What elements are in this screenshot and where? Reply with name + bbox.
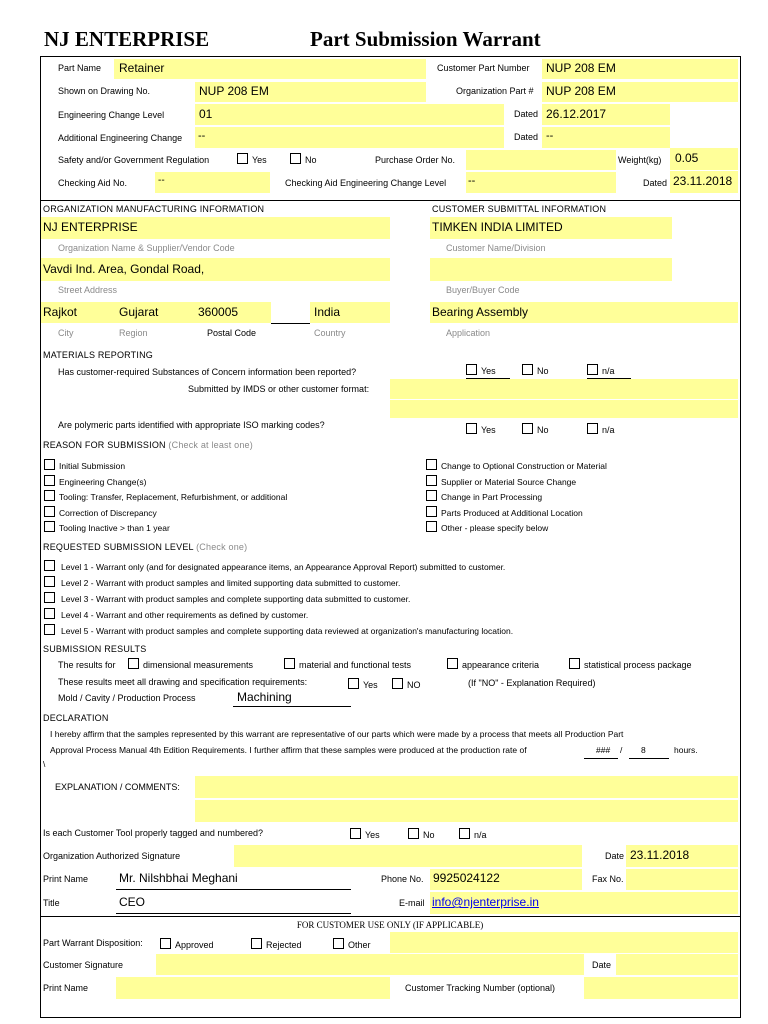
checkbox-icon[interactable] [426,490,437,501]
reason-option-label: Correction of Discrepancy [59,507,157,518]
safety-yes-label: Yes [252,155,267,165]
checkbox-icon[interactable] [459,828,470,839]
weight-value: 0.05 [675,151,699,165]
q2-na[interactable] [587,423,615,435]
results-opt-label: material and functional tests [299,660,412,670]
divider [40,200,740,201]
org-name-value: NJ ENTERPRISE [43,220,138,234]
checking-aid-label: Checking Aid No. [58,178,128,188]
disposition-approved-label: Approved [175,940,214,950]
results-opt-label: statistical process package [584,660,692,670]
disposition-label: Part Warrant Disposition: [43,938,143,948]
tracking-field[interactable] [584,977,738,999]
reason-heading-text: REASON FOR SUBMISSION [43,440,166,450]
application-caption: Application [446,328,491,338]
checkbox-icon[interactable] [290,153,301,164]
customer-sig-field[interactable] [156,954,584,975]
checkbox-icon[interactable] [426,475,437,486]
q2-na-label: n/a [602,425,615,435]
level-list [44,560,513,640]
mold-label: Mold / Cavity / Production Process [58,693,196,703]
reason-left-list [44,459,287,537]
reason-option-label: Change to Optional Construction or Material [441,461,607,471]
sig-date-value: 23.11.2018 [630,848,690,862]
drawing-no-value: NUP 208 EM [199,84,269,98]
reason-option[interactable] [44,490,287,506]
dated-label: Dated [514,109,539,119]
results-heading: SUBMISSION RESULTS [43,644,147,654]
cust-name-value: TIMKEN INDIA LIMITED [432,220,563,234]
q2-yes-label: Yes [481,425,496,435]
safety-yes[interactable] [237,153,267,165]
declaration-line1: I hereby affirm that the samples represented by this warrant are representative of our parts which were made by a process that meets all Production Part [50,729,624,739]
level-heading-text: REQUESTED SUBMISSION LEVEL [43,542,194,552]
add-eng-change-label: Additional Engineering Change [58,133,183,143]
city-value: Rajkot [43,305,78,319]
q2-yes[interactable] [466,423,496,435]
print-name-label: Print Name [43,874,89,884]
level-option[interactable] [44,608,513,624]
process-value: Machining [237,690,292,704]
checking-aid-value: -- [158,175,165,186]
declaration-heading: DECLARATION [43,713,109,723]
results-opt-material[interactable] [284,658,411,670]
comments-field-1[interactable] [195,776,738,798]
level-option-label: Level 4 - Warrant and other requirements as defined by customer. [61,609,309,620]
results-opt-label: dimensional measurements [143,660,254,670]
street-value: Vavdi Ind. Area, Gondal Road, [43,262,205,276]
meet-req-label: These results meet all drawing and specification requirements: [58,677,308,687]
meet-yes[interactable] [348,678,378,690]
safety-label: Safety and/or Government Regulation [58,155,210,165]
checkbox-icon[interactable] [44,592,55,603]
checkbox-icon[interactable] [587,364,598,375]
reason-right-list [426,459,607,537]
tooling-na[interactable] [459,828,487,840]
auth-sig-label: Organization Authorized Signature [43,851,181,861]
level-option-label: Level 1 - Warrant only (and for designated appearance items, an Appearance Approval Report) submitted to customer. [61,562,506,572]
disposition-approved[interactable] [160,938,214,950]
q1-na-label: n/a [602,366,615,376]
level-option-label: Level 5 - Warrant with product samples and complete supporting data reviewed at organization's manufacturing location. [61,625,514,636]
print-name-value: Mr. Nilshbhai Meghani [119,871,238,885]
checkbox-icon[interactable] [466,364,477,375]
eng-change-level-value: 01 [199,107,213,121]
org-name-caption: Organization Name & Supplier/Vendor Code [58,243,235,253]
checkbox-icon[interactable] [426,506,437,517]
dated3-value: 23.11.2018 [673,174,733,188]
level-option-label: Level 3 - Warrant with product samples and complete supporting data submitted to customer. [61,593,411,604]
reason-option-label: Supplier or Material Source Change [441,476,577,487]
underline [629,758,669,759]
checkbox-icon[interactable] [44,576,55,587]
title-value: CEO [119,895,146,909]
auth-sig-field[interactable] [234,845,582,867]
reason-option[interactable] [44,521,287,537]
add-eng-change-value: -- [198,130,206,142]
q1-no[interactable] [522,364,549,376]
checkbox-icon[interactable] [522,423,533,434]
checkbox-icon[interactable] [237,153,248,164]
production-hours-value: 8 [641,745,646,755]
po-label: Purchase Order No. [375,155,456,165]
reason-option-label: Engineering Change(s) [59,476,147,487]
level-option-label: Level 2 - Warrant with product samples and limited supporting data submitted to customer. [61,577,401,588]
checkbox-icon[interactable] [44,506,55,517]
disposition-other-label: Other [348,940,371,950]
checkbox-icon[interactable] [128,658,139,669]
customer-part-number-label: Customer Part Number [437,63,530,73]
phone-value: 9925024122 [433,871,500,885]
level-option[interactable] [44,560,513,576]
eng-change-level-label: Engineering Change Level [58,110,165,120]
reason-option[interactable] [44,459,287,475]
application-value: Bearing Assembly [432,305,529,319]
checking-aid-ecl-label: Checking Aid Engineering Change Level [285,178,447,188]
cust-name-caption: Customer Name/Division [446,243,546,253]
reason-option[interactable] [44,475,287,491]
reason-option[interactable] [426,490,607,506]
buyer-field[interactable] [430,258,672,281]
title-underline [116,913,351,914]
divider [40,916,740,917]
checkbox-icon[interactable] [44,624,55,635]
sig-date-label: Date [605,851,625,861]
reason-option[interactable] [44,506,287,522]
checkbox-icon[interactable] [284,658,295,669]
meet-no-label: NO [407,680,421,690]
tooling-na-label: n/a [474,830,487,840]
results-opt-dimensional[interactable] [128,658,253,670]
reason-option[interactable] [426,459,607,475]
fax-label: Fax No. [592,874,624,884]
weight-label: Weight(kg) [618,155,662,165]
checkbox-icon[interactable] [160,938,171,949]
reason-hint: (Check at least one) [168,440,253,450]
declaration-line2: Approval Process Manual 4th Edition Requirements. I further affirm that these samples were produced at the production rate of [50,745,527,755]
safety-no-label: No [305,155,317,165]
checkbox-icon[interactable] [348,678,359,689]
checkbox-icon[interactable] [408,828,419,839]
checkbox-icon[interactable] [44,560,55,571]
tooling-no-label: No [423,830,435,840]
q1-na[interactable] [587,364,615,376]
explain-note: (If "NO" - Explanation Required) [468,678,596,688]
q2-no[interactable] [522,423,549,435]
rate-slash: / [620,745,623,755]
email-label: E-mail [399,898,425,908]
dated2-label: Dated [514,132,539,142]
q1-yes[interactable] [466,364,496,376]
dated-value: 26.12.2017 [546,107,607,121]
reason-heading [43,440,253,450]
underline [271,323,310,324]
level-option[interactable] [44,576,513,592]
customer-print-name-label: Print Name [43,983,89,993]
materials-q2: Are polymeric parts identified with appropriate ISO marking codes? [58,420,325,430]
q2-no-label: No [537,425,549,435]
po-field[interactable] [466,150,616,170]
meet-no[interactable] [392,678,421,690]
region-value: Gujarat [119,305,159,319]
checkbox-icon[interactable] [44,521,55,532]
reason-option[interactable] [426,521,607,537]
reason-option-label: Tooling: Transfer, Replacement, Refurbishment, or additional [59,492,288,503]
checkbox-icon[interactable] [587,423,598,434]
phone-label: Phone No. [381,874,424,884]
imds-field-1[interactable] [390,379,738,399]
buyer-caption: Buyer/Buyer Code [446,285,520,295]
email-link[interactable]: info@njenterprise.in [432,895,539,909]
checkbox-icon[interactable] [522,364,533,375]
production-rate-value: ### [596,745,611,755]
customer-date-label: Date [592,960,612,970]
checkbox-icon[interactable] [392,678,403,689]
customer-sig-label: Customer Signature [43,960,124,970]
checkbox-icon[interactable] [44,490,55,501]
disposition-other[interactable] [333,938,371,950]
reason-option-label: Tooling Inactive > than 1 year [59,523,170,534]
reason-option[interactable] [426,475,607,491]
city-caption: City [58,328,74,338]
org-part-value: NUP 208 EM [546,84,616,98]
results-for-label: The results for [58,660,116,670]
comments-field-2[interactable] [195,800,738,822]
postal-value: 360005 [198,305,239,319]
part-name-label: Part Name [58,63,102,73]
dated3-label: Dated [643,178,668,188]
level-option[interactable] [44,592,513,608]
process-underline [233,706,351,707]
reason-option-label: Change in Part Processing [441,492,543,503]
comments-label: EXPLANATION / COMMENTS: [55,782,180,792]
checkbox-icon[interactable] [569,658,580,669]
title-label: Title [43,898,60,908]
checkbox-icon[interactable] [44,475,55,486]
disposition-rejected-label: Rejected [266,940,302,950]
reason-option-label: Initial Submission [59,461,126,471]
imds-field-2[interactable] [390,400,738,418]
checkbox-icon[interactable] [333,938,344,949]
part-name-value: Retainer [119,61,165,75]
checkbox-icon[interactable] [426,521,437,532]
checking-aid-ecl-value: -- [468,175,476,187]
level-heading [43,542,247,552]
tracking-label: Customer Tracking Number (optional) [405,983,556,993]
tooling-yes-label: Yes [365,830,380,840]
meet-yes-label: Yes [363,680,378,690]
imds-label: Submitted by IMDS or other customer format: [188,384,370,394]
checkbox-icon[interactable] [447,658,458,669]
cust-info-heading: CUSTOMER SUBMITTAL INFORMATION [432,204,607,214]
customer-part-number-value: NUP 208 EM [546,61,616,75]
org-part-label: Organization Part # [456,86,534,96]
hours-label: hours. [674,745,698,755]
checking-aid-ecl-field[interactable] [466,172,616,193]
checkbox-icon[interactable] [44,459,55,470]
country-caption: Country [314,328,346,338]
checkbox-icon[interactable] [466,423,477,434]
results-opt-label: appearance criteria [462,660,540,670]
country-value: India [314,305,341,319]
results-opt-appearance[interactable] [447,658,539,670]
checkbox-icon[interactable] [251,938,262,949]
checking-aid-field[interactable] [155,172,270,193]
level-option[interactable] [44,624,513,640]
postal-caption: Postal Code [207,328,257,338]
reason-option[interactable] [426,506,607,522]
checkbox-icon[interactable] [426,459,437,470]
checkbox-icon[interactable] [44,608,55,619]
reason-option-label: Parts Produced at Additional Location [441,507,583,518]
tooling-no[interactable] [408,828,435,840]
tooling-question: Is each Customer Tool properly tagged and numbered? [43,828,263,838]
eng-change-level-field[interactable] [195,104,504,125]
print-name-underline [116,889,351,890]
checkbox-icon[interactable] [350,828,361,839]
level-hint: (Check one) [196,542,248,552]
dated2-value: -- [546,130,554,142]
customer-date-field[interactable] [616,954,738,975]
reason-option-label: Other - please specify below [441,523,549,534]
q1-no-label: No [537,366,549,376]
region-caption: Region [119,328,148,338]
page-title: Part Submission Warrant [310,27,541,51]
materials-q1: Has customer-required Substances of Concern information been reported? [58,367,357,377]
safety-no[interactable] [290,153,317,165]
q1-yes-label: Yes [481,366,496,376]
drawing-no-label: Shown on Drawing No. [58,86,151,96]
disposition-rejected[interactable] [251,938,302,950]
add-eng-change-field[interactable] [195,127,504,148]
company-name: NJ ENTERPRISE [44,27,210,51]
dated2-field[interactable] [542,127,670,148]
customer-use-heading: FOR CUSTOMER USE ONLY (IF APPLICABLE) [296,920,484,930]
fax-field[interactable] [626,869,738,890]
tooling-yes[interactable] [350,828,380,840]
backslash-mark: \ [43,759,46,769]
underline [584,758,618,759]
street-caption: Street Address [58,285,118,295]
org-info-heading: ORGANIZATION MANUFACTURING INFORMATION [43,204,265,214]
customer-print-name-field[interactable] [116,977,390,999]
results-opt-statistical[interactable] [569,658,692,670]
disposition-other-field[interactable] [390,932,738,953]
materials-heading: MATERIALS REPORTING [43,350,153,360]
